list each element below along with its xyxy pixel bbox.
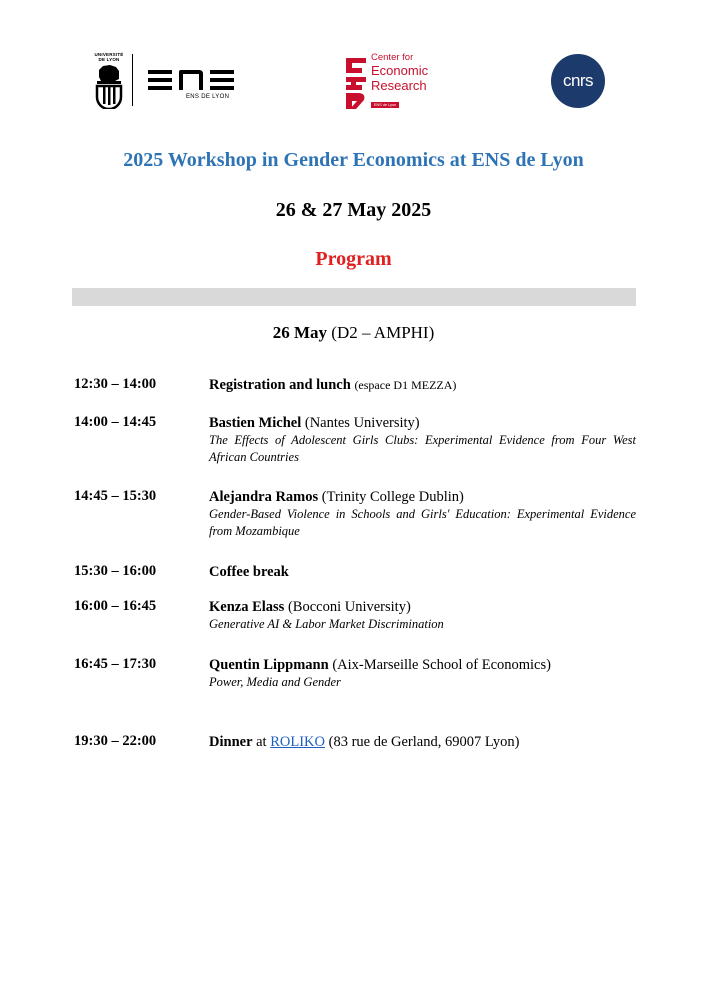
cer-line-1: Center for <box>371 52 414 63</box>
talk-title: Gender-Based Violence in Schools and Girls' Education: Experimental Evidence from Mozambique <box>209 507 636 538</box>
slot-content <box>209 414 636 466</box>
center-for-economic-research-logo <box>344 52 454 110</box>
speaker-affiliation: (Aix-Marseille School of Economics) <box>332 657 551 673</box>
slot-content <box>209 598 636 633</box>
slot-content <box>209 656 636 691</box>
slot-content <box>209 563 636 581</box>
cer-logo-text <box>371 52 428 111</box>
slot-time: 12:30 – 14:00 <box>74 376 157 392</box>
logo-strip <box>0 50 707 110</box>
dinner-content <box>209 733 636 751</box>
program-heading: Program <box>315 248 392 270</box>
slot-content <box>209 488 636 540</box>
page-title: 2025 Workshop in Gender Economics at ENS de Lyon <box>123 149 584 171</box>
speaker-affiliation: (Nantes University) <box>304 415 420 431</box>
day-date: 26 May <box>272 323 328 342</box>
slot-time: 15:30 – 16:00 <box>74 563 157 579</box>
talk-title: The Effects of Adolescent Girls Clubs: Experimental Evidence from Four West African Countries <box>209 433 636 464</box>
slot-title: Coffee break <box>209 564 289 580</box>
separator-bar <box>72 288 636 306</box>
talk-title: Power, Media and Gender <box>209 675 341 689</box>
slot-time: 16:00 – 16:45 <box>74 598 157 614</box>
cer-line-2: Economic <box>371 63 429 78</box>
speaker-affiliation: (Trinity College Dublin) <box>321 489 464 505</box>
event-dates: 26 & 27 May 2025 <box>275 199 432 221</box>
ens-logo-subtitle: ENS DE LYON <box>186 94 230 100</box>
slot-time: 16:45 – 17:30 <box>74 656 157 672</box>
speaker-name: Kenza Elass <box>209 599 285 615</box>
day-heading <box>0 323 707 343</box>
udl-logo-text: UNIVERSITÉ DE LYON <box>94 52 124 62</box>
slot-content <box>209 376 636 394</box>
slot-time: 14:00 – 14:45 <box>74 414 157 430</box>
speaker-affiliation: (Bocconi University) <box>287 599 411 615</box>
slot-location: (espace D1 MEZZA) <box>354 378 457 392</box>
cer-line-3: Research <box>371 78 427 93</box>
slot-title: Registration and lunch <box>209 377 351 393</box>
speaker-name: Bastien Michel <box>209 415 302 431</box>
dinner-at: at <box>256 734 267 750</box>
universite-de-lyon-logo <box>92 53 126 109</box>
talk-title: Generative AI & Labor Market Discrimination <box>209 617 444 631</box>
day-venue: (D2 – AMPHI) <box>331 323 435 342</box>
dinner-time: 19:30 – 22:00 <box>74 733 157 749</box>
cnrs-logo: cnrs <box>551 54 605 108</box>
roliko-link[interactable]: ROLIKO <box>270 734 325 750</box>
dinner-label: Dinner <box>209 734 253 750</box>
speaker-name: Alejandra Ramos <box>209 489 319 505</box>
dinner-address: (83 rue de Gerland, 69007 Lyon) <box>328 734 520 750</box>
cer-mark-icon <box>344 52 370 110</box>
logo-divider <box>132 54 133 106</box>
slot-time: 14:45 – 15:30 <box>74 488 157 504</box>
speaker-name: Quentin Lippmann <box>209 657 329 673</box>
cer-badge: ENS de Lyon <box>371 102 399 108</box>
